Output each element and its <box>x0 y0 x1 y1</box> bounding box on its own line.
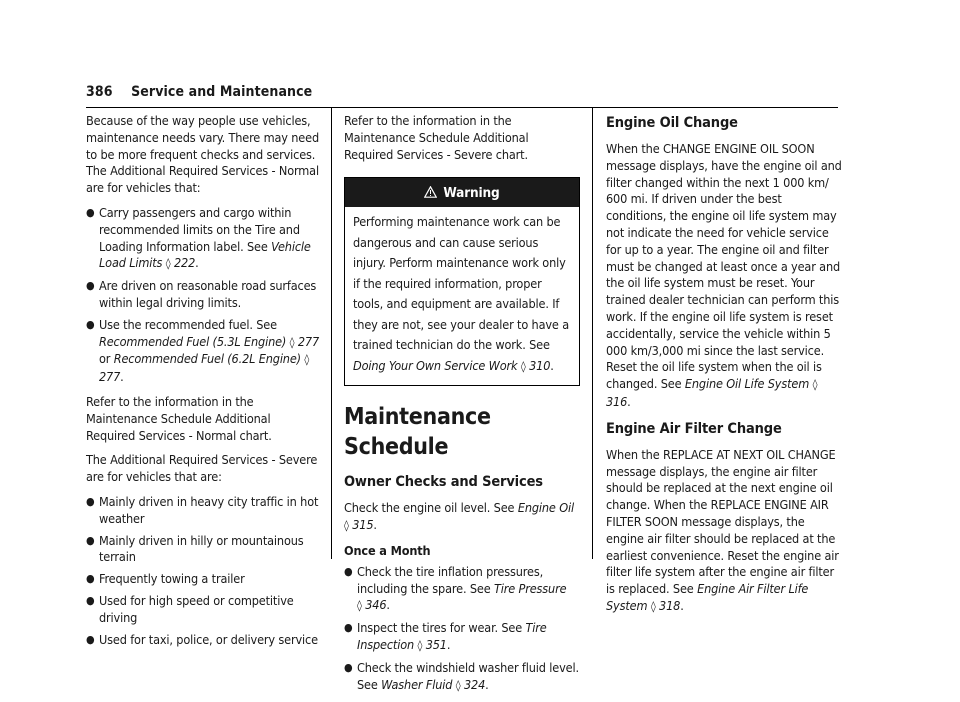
warning-box <box>344 177 580 386</box>
list-item-text: Used for taxi, police, or delivery service <box>99 631 318 647</box>
bullet-icon: ● <box>86 205 95 219</box>
list-item <box>86 205 322 273</box>
list-item-text: Frequently towing a trailer <box>99 571 245 587</box>
reference-title: Engine Air Filter Life System <box>606 581 809 613</box>
reference-title: Washer Fluid <box>381 676 453 692</box>
page-arrow-icon: ◊ <box>812 378 818 392</box>
page-arrow-icon: ◊ <box>344 519 349 533</box>
bullet-icon: ● <box>86 494 95 508</box>
list-item-text: Mainly driven in hilly or mountainous terrain <box>99 532 304 565</box>
reference-title: Recommended Fuel (6.2L Engine) <box>113 351 301 367</box>
list-item-text: Check the windshield washer fluid level. See <box>357 659 579 692</box>
list-item <box>344 660 580 695</box>
column-divider-1 <box>331 108 332 559</box>
intro-paragraph: Because of the way people use vehicles, maintenance needs vary. There may need to be more frequent checks and services. The Additional Required Services - Normal are for vehicles that: <box>86 113 319 196</box>
list-item-text: Used for high speed or competitive driving <box>99 592 294 625</box>
warning-text: Performing maintenance work can be dangerous and can cause serious injury. Perform maintenance work only if the required information, proper tools, and equipment are available. If they are not, see your dealer to have a trained technician do the work. See <box>353 214 569 353</box>
oil-change-paragraph <box>606 141 842 411</box>
warning-body <box>345 207 579 385</box>
bullet-icon: ● <box>86 632 95 646</box>
list-item-text: Check the tire inflation pressures, including the spare. See <box>357 563 544 596</box>
air-filter-heading: Engine Air Filter Change <box>606 420 782 437</box>
normal-conditions-list <box>86 205 322 386</box>
reference-page: 310 <box>529 357 551 373</box>
column-3 <box>606 113 842 624</box>
section-title: Service and Maintenance <box>131 84 313 100</box>
reference-page: 222 <box>173 255 196 271</box>
list-item-text: Use the recommended fuel. See <box>99 316 277 332</box>
warning-title: Warning <box>443 185 500 202</box>
column-1 <box>86 113 322 656</box>
bullet-icon: ● <box>86 572 95 586</box>
list-item <box>86 571 322 588</box>
bullet-icon: ● <box>344 621 353 635</box>
normal-chart-paragraph: Refer to the information in the Maintenance Schedule Additional Required Services - Normal chart. <box>86 393 272 443</box>
list-item <box>86 278 322 312</box>
list-item <box>344 564 580 615</box>
page-arrow-icon: ◊ <box>520 359 526 373</box>
reference-page: 277 <box>297 333 320 349</box>
column-2 <box>344 113 580 702</box>
bullet-icon: ● <box>344 564 353 578</box>
bullet-icon: ● <box>86 593 95 607</box>
paragraph-text: When the REPLACE AT NEXT OIL CHANGE message displays, the engine air filter should be replaced at the next engine oil change. When the REPLACE ENGINE AIR FILTER SOON message displays, the engine air filter should be replaced at the earliest convenience. Reset the engine air filter life system after the engine air filter is replaced. See <box>606 446 839 597</box>
page-arrow-icon: ◊ <box>455 678 461 692</box>
header-rule <box>86 107 838 108</box>
list-item-end: . <box>195 255 199 271</box>
list-item <box>86 593 322 627</box>
reference-title: Vehicle Load Limits <box>99 238 311 271</box>
bullet-icon: ● <box>344 660 353 674</box>
paragraph-text: Check the engine oil level. See <box>344 500 518 516</box>
list-item-end: . <box>386 597 390 613</box>
once-a-month-heading: Once a Month <box>344 542 431 558</box>
list-item-text: Mainly driven in heavy city traffic in hot weather <box>99 493 319 526</box>
column-divider-2 <box>592 108 593 559</box>
warning-text-end: . <box>550 357 554 373</box>
cross-reference-link[interactable] <box>353 358 550 373</box>
reference-title: Tire Inspection <box>357 620 547 652</box>
page-number: 386 <box>86 84 113 100</box>
list-item-text: or <box>99 351 114 367</box>
list-item-text: Carry passengers and cargo within recommended limits on the Tire and Loading Information label. See <box>99 204 300 254</box>
reference-title: Engine Oil Life System <box>684 376 810 392</box>
reference-title: Engine Oil <box>517 500 574 516</box>
list-item-end: . <box>485 676 489 692</box>
reference-page: 346 <box>365 597 387 613</box>
severe-conditions-list <box>86 494 322 648</box>
reference-page: 315 <box>352 517 374 533</box>
paragraph-end: . <box>680 597 684 613</box>
reference-title: Recommended Fuel (5.3L Engine) <box>99 333 287 349</box>
bullet-icon: ● <box>86 279 95 293</box>
paragraph-end: . <box>627 393 631 409</box>
list-item <box>344 620 580 655</box>
page-arrow-icon: ◊ <box>304 353 310 367</box>
page-header <box>86 84 312 100</box>
severe-chart-paragraph: Refer to the information in the Maintenance Schedule Additional Required Services - Severe chart. <box>344 113 529 162</box>
reference-page: 324 <box>463 676 486 692</box>
engine-oil-check-paragraph <box>344 500 580 535</box>
reference-page: 316 <box>606 393 628 409</box>
list-item-text: Are driven on reasonable road surfaces within legal driving limits. <box>99 278 317 310</box>
reference-page: 277 <box>99 369 121 385</box>
cross-reference-link[interactable] <box>381 677 485 692</box>
list-item <box>86 533 322 567</box>
reference-title: Tire Pressure <box>493 580 567 596</box>
list-item <box>86 317 322 386</box>
warning-header <box>345 178 579 207</box>
page-arrow-icon: ◊ <box>165 257 171 271</box>
paragraph-end: . <box>373 517 377 533</box>
page-arrow-icon: ◊ <box>650 599 656 613</box>
owner-checks-heading: Owner Checks and Services <box>344 474 543 491</box>
page-arrow-icon: ◊ <box>417 638 423 652</box>
page-arrow-icon: ◊ <box>289 335 295 349</box>
page-arrow-icon: ◊ <box>357 599 362 613</box>
warning-triangle-icon <box>424 178 437 208</box>
maintenance-schedule-heading: Maintenance Schedule <box>344 404 491 461</box>
air-filter-paragraph <box>606 447 842 616</box>
cross-reference-link[interactable] <box>99 334 319 349</box>
reference-title: Doing Your Own Service Work <box>353 357 518 373</box>
list-item <box>86 632 322 649</box>
monthly-checks-list <box>344 564 580 695</box>
list-item-text: Inspect the tires for wear. See <box>357 620 526 636</box>
bullet-icon: ● <box>86 317 95 331</box>
cross-reference-link[interactable] <box>99 351 309 384</box>
list-item <box>86 494 322 528</box>
bullet-icon: ● <box>86 533 95 547</box>
reference-page: 318 <box>659 597 681 613</box>
reference-page: 351 <box>425 636 447 652</box>
list-item-end: . <box>446 636 451 652</box>
oil-change-heading: Engine Oil Change <box>606 115 738 131</box>
severe-intro-paragraph: The Additional Required Services - Severe are for vehicles that are: <box>86 452 318 485</box>
paragraph-text: When the CHANGE ENGINE OIL SOON message displays, have the engine oil and filter changed within the next 1 000 km/ 600 mi. If driven under the best conditions, the engine oil life system may not indicate the need for vehicle service for up to a year. The engine oil and filter must be changed at least once a year and the oil life system must be reset. Your trained dealer technician can perform this work. If the engine oil life system is reset accidentally, service the vehicle within 5 000 km/3,000 mi since the last service. Reset the oil life system when the oil is changed. See <box>606 141 842 392</box>
list-item-end: . <box>120 369 124 385</box>
